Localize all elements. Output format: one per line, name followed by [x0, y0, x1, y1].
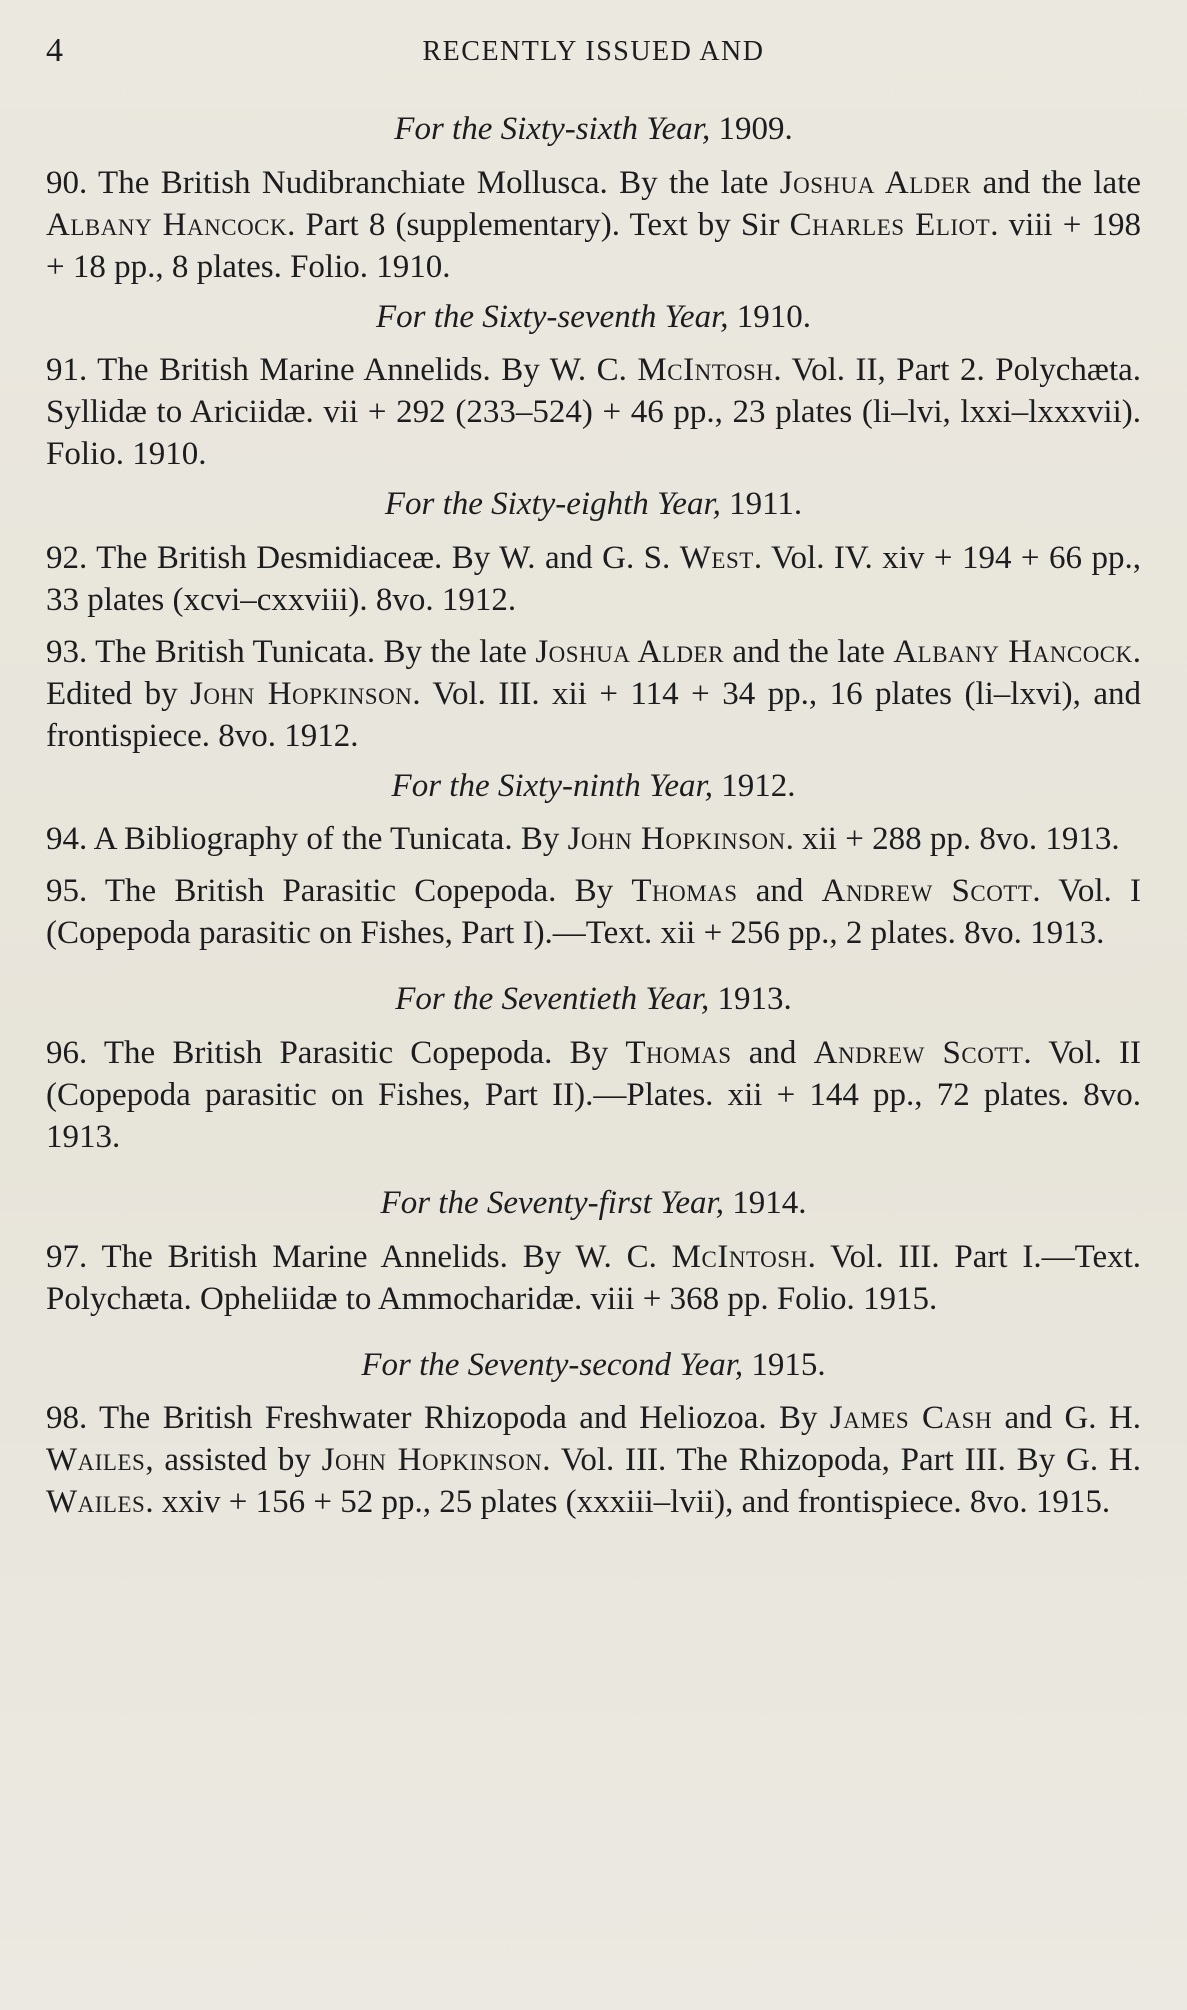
- year-heading: For the Seventy-first Year, 1914.: [380, 1184, 807, 1221]
- year-section: [46, 1184, 1141, 1320]
- year-section: [46, 110, 1141, 288]
- year-heading: For the Seventy-second Year, 1915.: [361, 1346, 826, 1383]
- year-section: [46, 980, 1141, 1158]
- year-heading: For the Sixty-sixth Year, 1909.: [394, 111, 793, 147]
- running-head: RECENTLY ISSUED AND: [422, 36, 765, 67]
- year-section: [46, 1346, 1141, 1524]
- year-heading: For the Sixty-eighth Year, 1911.: [384, 486, 803, 523]
- entry-98: 98. The British Freshwater Rhizopoda and Heliozoa. By James Cash and G. H. Wailes, assisted by John Hopkinson. Vol. III. The Rhizopoda, Part III. By G. H. Wailes. xxiv + 156 + 52 pp., 25 plates (xxxiii–lvii), and frontispiece. 8vo. 1915.: [46, 1400, 1141, 1521]
- entry-92: 92. The British Desmidiaceæ. By W. and G. S. West. Vol. IV. xiv + 194 + 66 pp., 33 plates (xcvi–cxxviii). 8vo. 1912.: [46, 539, 1142, 618]
- year-heading: For the Sixty-ninth Year, 1912.: [391, 767, 796, 804]
- entry-94: 94. A Bibliography of the Tunicata. By John Hopkinson. xii + 288 pp. 8vo. 1913.: [46, 821, 1120, 858]
- year-section: [46, 298, 1141, 476]
- page-header: [46, 30, 1141, 82]
- entry-93: 93. The British Tunicata. By the late Joshua Alder and the late Albany Hancock. Edited by John Hopkinson. Vol. III. xii + 114 + 34 pp., 16 plates (li–lxvi), and frontispiece. 8vo. 1912.: [46, 633, 1142, 754]
- year-heading: For the Seventieth Year, 1913.: [395, 981, 792, 1018]
- page-number: 4: [46, 32, 63, 69]
- year-section: [46, 767, 1141, 955]
- year-heading: For the Sixty-seventh Year, 1910.: [375, 298, 812, 335]
- entry-91: 91. The British Marine Annelids. By W. C. McIntosh. Vol. II, Part 2. Polychæta. Syllidæ to Ariciidæ. vii + 292 (233–524) + 46 pp., 23 plates (li–lvi, lxxi–lxxxvii). Folio. 1910.: [46, 352, 1142, 473]
- entry-96: 96. The British Parasitic Copepoda. By Thomas and Andrew Scott. Vol. II (Copepoda parasitic on Fishes, Part II).—Plates. xii + 144 pp., 72 plates. 8vo. 1913.: [46, 1034, 1141, 1155]
- entry-97: 97. The British Marine Annelids. By W. C. McIntosh. Vol. III. Part I.—Text. Polychæta. Opheliidæ to Ammocharidæ. viii + 368 pp. Folio. 1915.: [46, 1238, 1142, 1317]
- year-section: [46, 485, 1141, 757]
- entry-95: 95. The British Parasitic Copepoda. By Thomas and Andrew Scott. Vol. I (Copepoda parasitic on Fishes, Part I).—Text. xii + 256 pp., 2 plates. 8vo. 1913.: [46, 873, 1141, 952]
- entry-90: 90. The British Nudibranchiate Mollusca. By the late Joshua Alder and the late Albany Hancock. Part 8 (supplementary). Text by Sir Charles Eliot. viii + 198 + 18 pp., 8 plates. Folio. 1910.: [46, 164, 1142, 285]
